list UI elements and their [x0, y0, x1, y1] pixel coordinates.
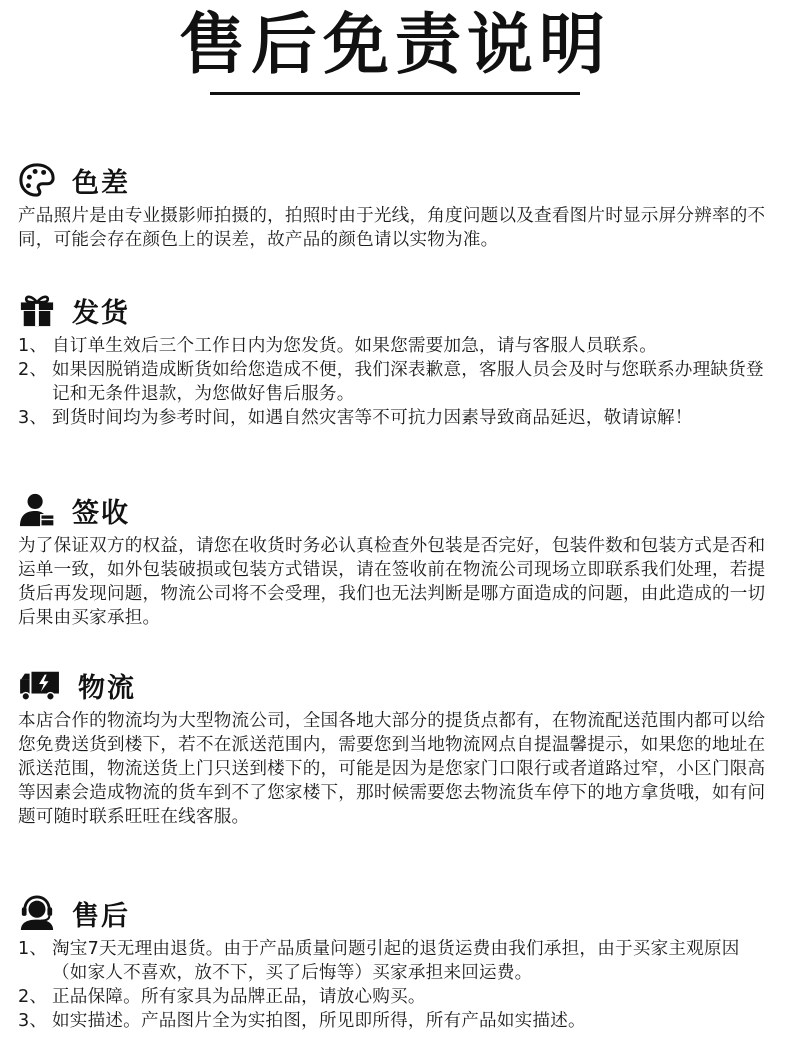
page-title: 售后免责说明: [179, 6, 611, 83]
section-header: [18, 160, 774, 200]
section-title: 签收: [72, 497, 130, 529]
section-header: [18, 893, 774, 933]
section-title: 色差: [72, 167, 130, 199]
gift-icon: [18, 292, 56, 328]
title-underline: [210, 92, 580, 95]
list-item: 3、 如实描述。产品图片全为实拍图，所见即所得，所有产品如实描述。: [18, 1011, 586, 1031]
section-header: [18, 490, 774, 530]
list-item: 1、 自订单生效后三个工作日内为您发货。如果您需要加急，请与客服人员联系。: [18, 336, 657, 356]
section-color: [18, 160, 774, 252]
section-text: 为了保证双方的权益，请您在收货时务必认真检查外包装是否完好，包装件数和包装方式是否和运单一致，如外包装破损或包装方式错误，请在签收前在物流公司现场立即联系我们处理，若提货后再发现问题，物流公司将不会受理，我们也无法判断是哪方面造成的问题，由此造成的一切后果由买家承担。: [18, 536, 766, 628]
palette-icon: [18, 162, 56, 198]
courier-icon: [18, 492, 56, 528]
shipping-list: [18, 334, 774, 430]
headset-icon: [18, 895, 56, 931]
section-text: 产品照片是由专业摄影师拍摄的，拍照时由于光线，角度问题以及查看图片时显示屏分辨率的不同，可能会存在颜色上的误差，故产品的颜色请以实物为准。: [18, 206, 766, 250]
section-header: [18, 665, 774, 705]
list-item: 3、 到货时间均为参考时间，如遇自然灾害等不可抗力因素导致商品延迟，敬请谅解！: [18, 408, 693, 428]
section-title: 售后: [72, 900, 130, 932]
section-aftersale: [18, 893, 774, 1033]
aftersale-list: [18, 937, 774, 1033]
section-receipt: [18, 490, 774, 630]
section-text: 本店合作的物流均为大型物流公司，全国各地大部分的提货点都有，在物流配送范围内都可以给您免费送货到楼下，若不在派送范围内，需要您到当地物流网点自提温馨提示，如果您的地址在派送范围，物流送货上门只送到楼下的，可能是因为是您家门口限行或者道路过窄，小区门限高等因素会造成物流的货车到不了您家楼下，那时候需要您去物流货车停下的地方拿货哦，如有问题可随时联系旺旺在线客服。: [18, 711, 766, 827]
section-title: 物流: [78, 672, 136, 704]
section-header: [18, 290, 774, 330]
list-item: 2、 如果因脱销造成断货如给您造成不便，我们深表歉意，客服人员会及时与您联系办理缺货登记和无条件退款，为您做好售后服务。: [18, 360, 764, 404]
list-item: 2、 正品保障。所有家具为品牌正品，请放心购买。: [18, 987, 426, 1007]
section-title: 发货: [72, 297, 130, 329]
section-logistics: [18, 665, 774, 829]
truck-icon: [18, 667, 62, 703]
section-shipping: [18, 290, 774, 430]
list-item: 1、 淘宝7天无理由退货。由于产品质量问题引起的退货运费由我们承担，由于买家主观原因（如家人不喜欢，放不下，买了后悔等）买家承担来回运费。: [18, 939, 740, 983]
